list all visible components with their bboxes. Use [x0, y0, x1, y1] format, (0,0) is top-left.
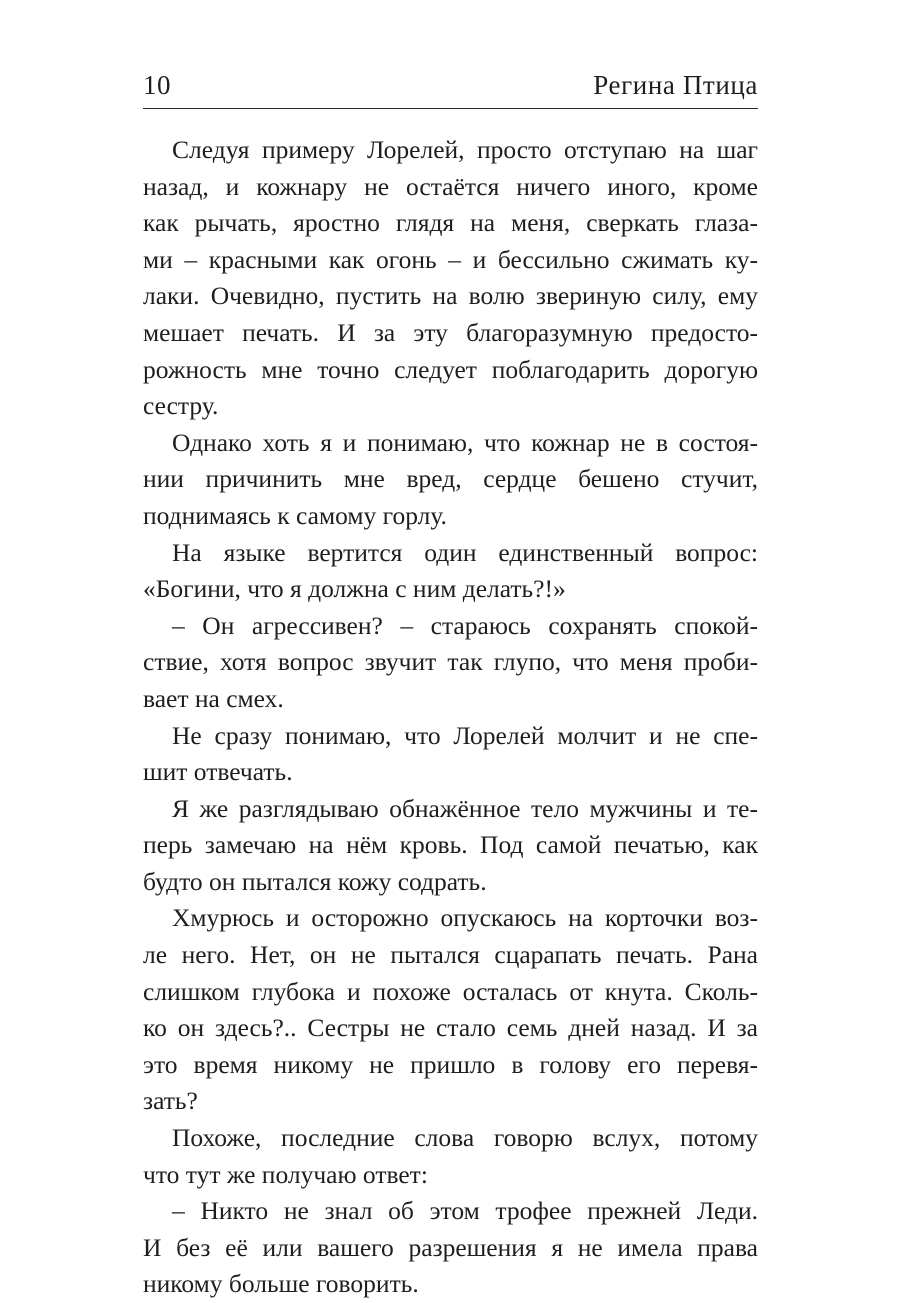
- running-title: Регина Птица: [593, 70, 758, 100]
- text-line: рожность мне точно следует поблагодарить дорогую: [143, 354, 758, 384]
- text-line: никому больше говорить.: [143, 1269, 419, 1299]
- page-header: [143, 64, 758, 109]
- text-line: зать?: [143, 1086, 198, 1116]
- text-line: нии причинить мне вред, сердце бешено стучит,: [143, 464, 758, 494]
- text-line: Похоже, последние слова говорю вслух, потому: [172, 1123, 758, 1153]
- text-line: ми – красными как огонь – и бессильно сжимать ку-: [143, 244, 758, 274]
- text-line: как рычать, яростно глядя на меня, сверкать глаза-: [143, 208, 758, 238]
- text-line: На языке вертится один единственный вопрос:: [172, 537, 758, 567]
- text-line: лаки. Очевидно, пустить на волю звериную силу, ему: [143, 281, 758, 311]
- text-line: – Никто не знал об этом трофее прежней Леди.: [172, 1196, 758, 1226]
- text-line: ствие, хотя вопрос звучит так глупо, что меня проби-: [143, 647, 758, 677]
- text-line: вает на смех.: [143, 683, 284, 713]
- text-line: поднимаясь к самому горлу.: [143, 500, 447, 530]
- text-line: «Богини, что я должна с ним делать?!»: [143, 574, 566, 604]
- text-line: мешает печать. И за эту благоразумную предосто-: [143, 317, 758, 347]
- text-line: слишком глубока и похоже осталась от кнута. Сколь-: [143, 976, 758, 1006]
- text-line: Я же разглядываю обнажённое тело мужчины и те-: [172, 793, 758, 823]
- text-line: ле него. Нет, он не пытался сцарапать печать. Рана: [143, 940, 758, 970]
- text-line: перь замечаю на нём кровь. Под самой печатью, как: [143, 830, 758, 860]
- text-line: – Он агрессивен? – стараюсь сохранять спокой-: [172, 610, 758, 640]
- body-text: [143, 132, 758, 1303]
- page-number: 10: [143, 70, 171, 100]
- text-line: будто он пытался кожу содрать.: [143, 866, 487, 896]
- text-line: сестру.: [143, 391, 219, 421]
- text-line: что тут же получаю ответ:: [143, 1159, 428, 1189]
- text-line: ко он здесь?.. Сестры не стало семь дней назад. И за: [143, 1013, 758, 1043]
- text-line: Хмурюсь и осторожно опускаюсь на корточки воз-: [172, 903, 758, 933]
- text-line: Однако хоть я и понимаю, что кожнар не в состоя-: [172, 427, 758, 457]
- text-line: шит отвечать.: [143, 757, 293, 787]
- text-line: Следуя примеру Лорелей, просто отступаю на шаг: [172, 135, 758, 164]
- text-line: И без её или вашего разрешения я не имела права: [143, 1232, 758, 1262]
- text-line: это время никому не пришло в голову его перевя-: [143, 1049, 758, 1079]
- text-line: назад, и кожнару не остаётся ничего иного, кроме: [143, 171, 758, 201]
- text-line: Не сразу понимаю, что Лорелей молчит и не спе-: [172, 720, 758, 750]
